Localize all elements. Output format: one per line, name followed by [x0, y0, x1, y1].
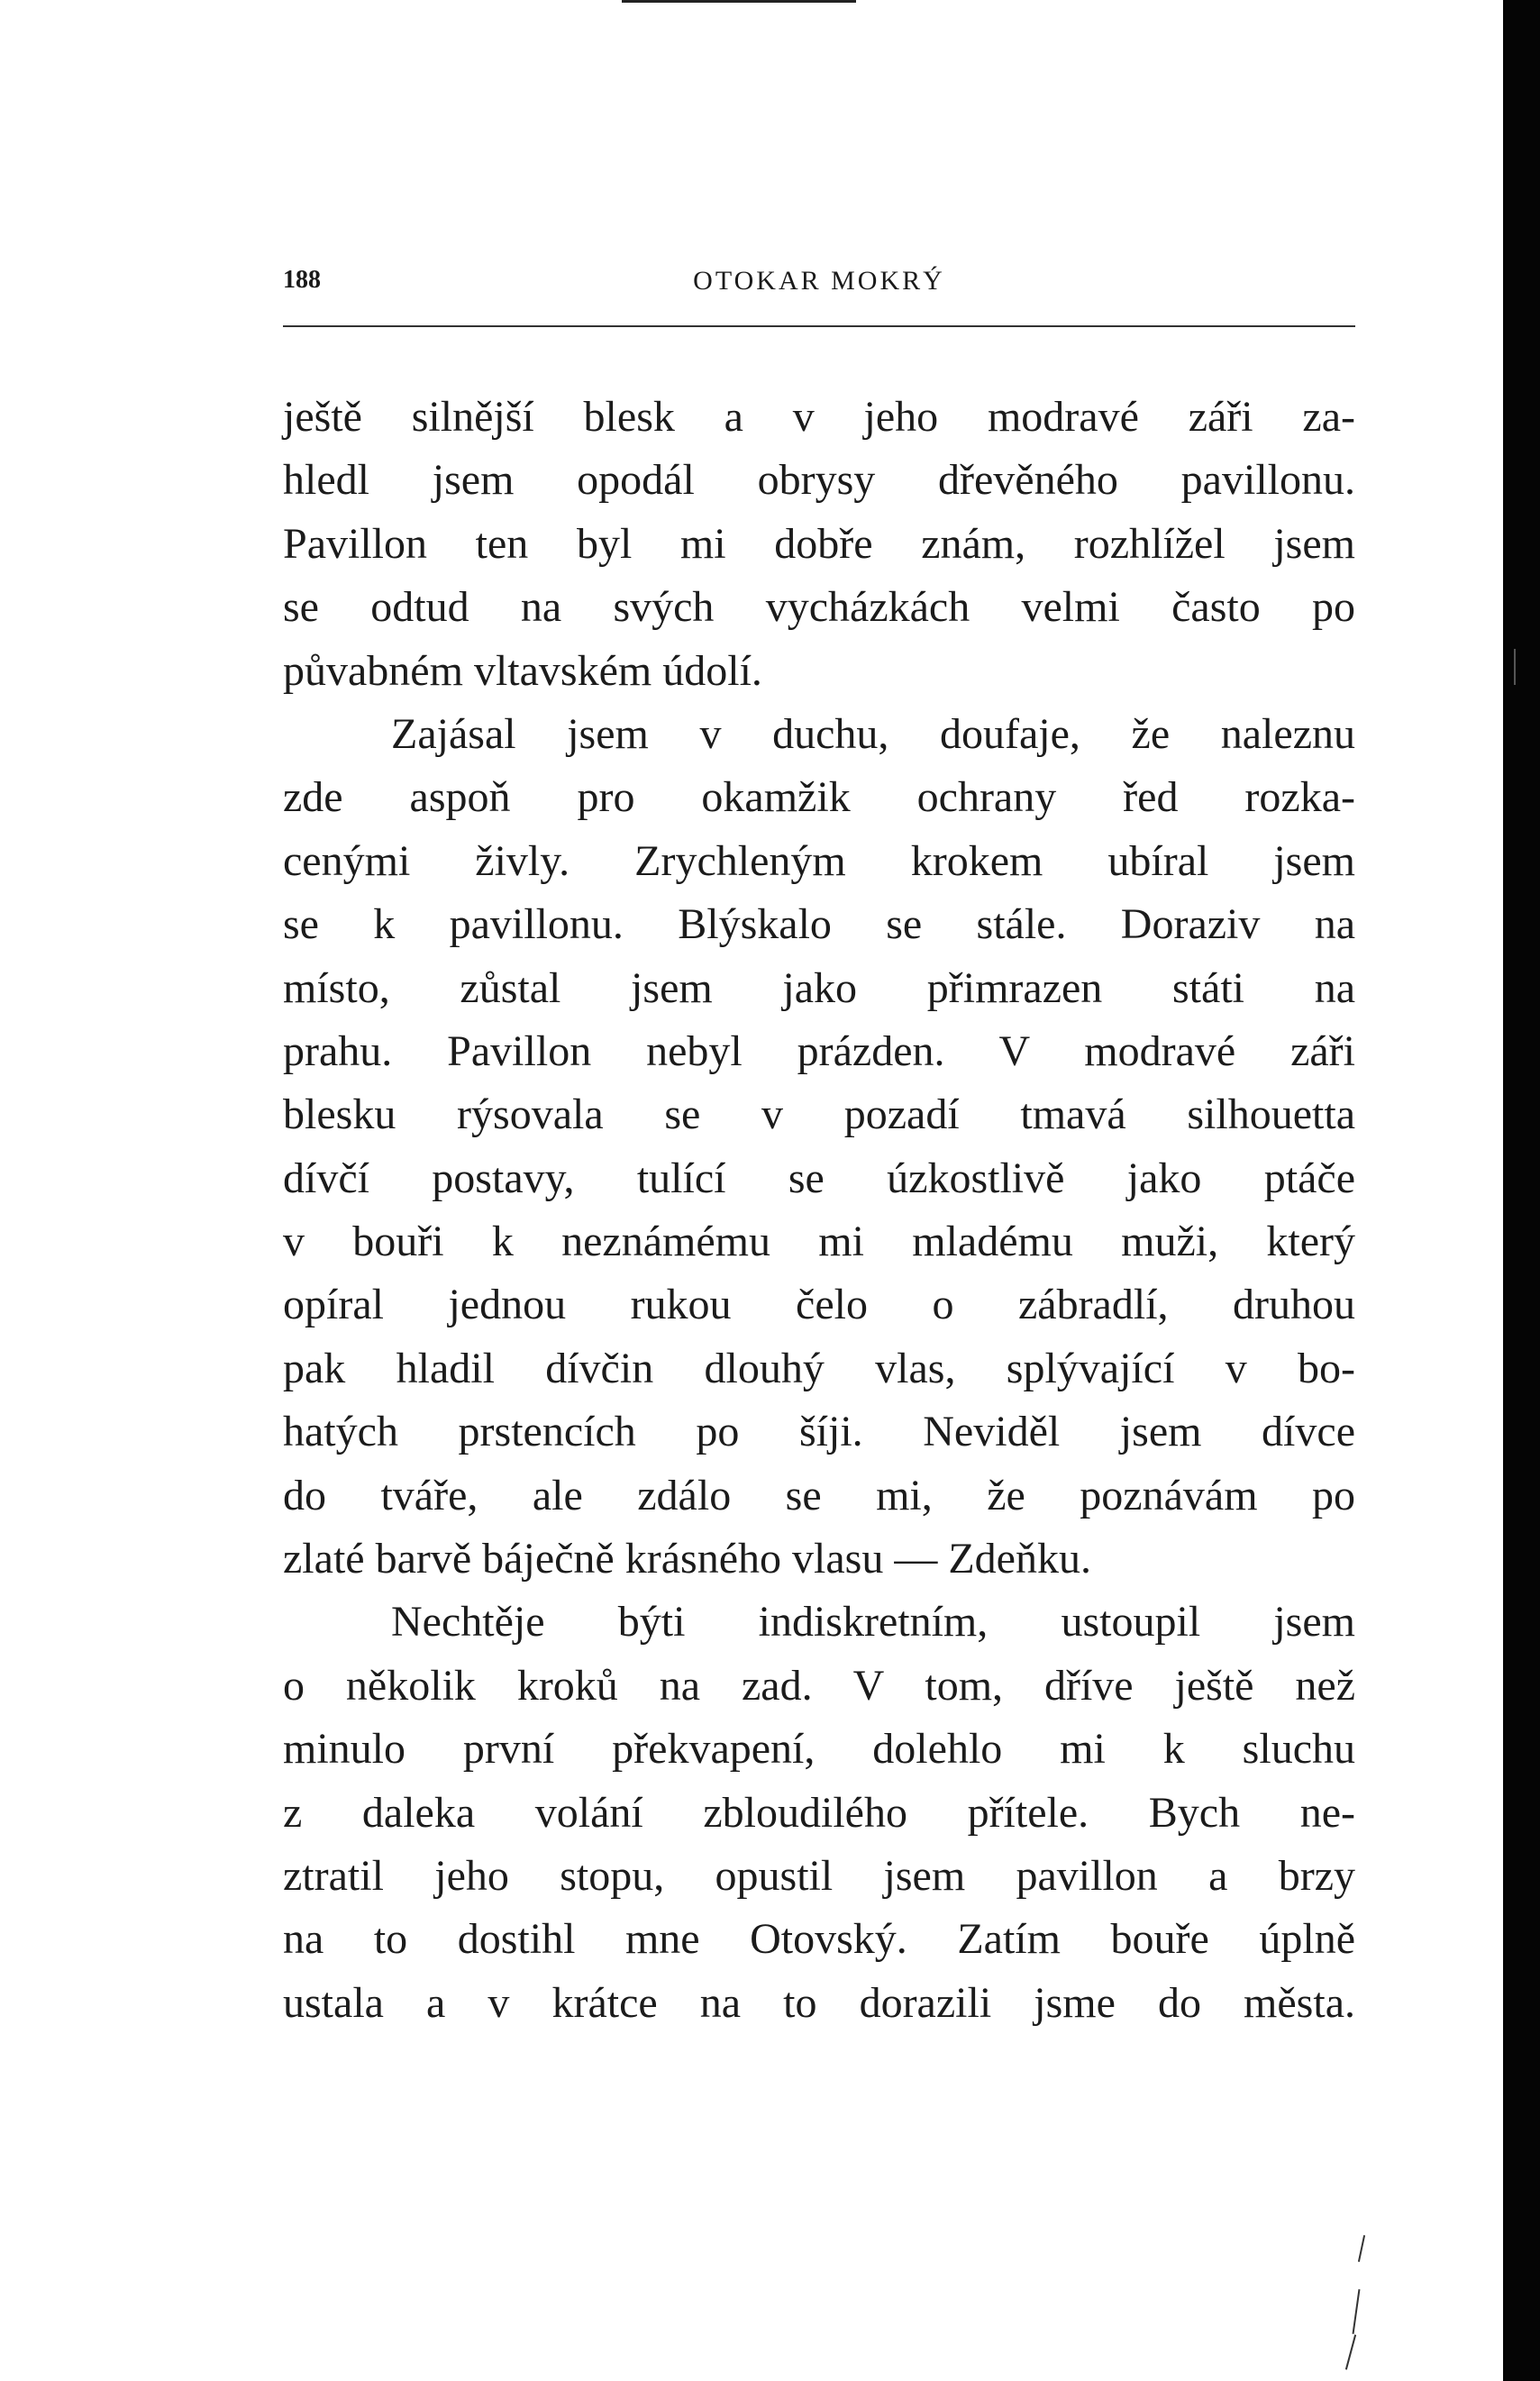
text-line: z daleka volání zbloudilého přítele. Bych ne- [283, 1788, 1355, 1837]
text-line: místo, zůstal jsem jako přimrazen státi na [283, 963, 1355, 1012]
text-line: blesku rýsovala se v pozadí tmavá silhouetta [283, 1090, 1355, 1139]
text-line: v bouři k neznámému mi mladému muži, který [283, 1218, 1355, 1266]
text-line: cenými živly. Zrychleným krokem ubíral jsem [283, 836, 1355, 885]
text-line: ještě silnější blesk a v jeho modravé záři za- [283, 393, 1355, 441]
text-line: minulo první překvapení, dolehlo mi k sluchu [283, 1725, 1355, 1774]
text-line: do tváře, ale zdálo se mi, že poznávám po [283, 1471, 1355, 1519]
text-line: zde aspoň pro okamžik ochrany řed rozka- [283, 773, 1355, 822]
text-line: se odtud na svých vycházkách velmi často po [283, 583, 1355, 632]
text-line: Nechtěje býti indiskretním, ustoupil jsem [391, 1598, 1355, 1647]
text-line: Pavillon ten byl mi dobře znám, rozhlížel jsem [283, 519, 1355, 568]
text-line: prahu. Pavillon nebyl prázden. V modravé záři [283, 1026, 1355, 1075]
text-line: hledl jsem opodál obrysy dřevěného pavillonu. [283, 456, 1355, 505]
page-number: 188 [283, 266, 321, 294]
text-line: se k pavillonu. Blýskalo se stále. Doraziv na [283, 900, 1355, 949]
edge-scratch-mark [1514, 649, 1516, 685]
page-header [283, 266, 1355, 302]
text-line: hatých prstencích po šíji. Neviděl jsem dívce [283, 1408, 1355, 1456]
text-line: půvabném vltavském údolí. [283, 646, 762, 695]
text-line: dívčí postavy, tulící se úzkostlivě jako ptáče [283, 1154, 1355, 1202]
top-edge-mark [622, 0, 856, 3]
text-line: opíral jednou rukou čelo o zábradlí, druhou [283, 1281, 1355, 1329]
running-head: OTOKAR MOKRÝ [693, 266, 945, 296]
text-line: ustala a v krátce na to dorazili jsme do města. [283, 1978, 1355, 2027]
text-line: na to dostihl mne Otovský. Zatím bouře úplně [283, 1915, 1355, 1964]
paper-scratch-marks [1343, 2235, 1379, 2370]
text-line: Zajásal jsem v duchu, doufaje, že naleznu [391, 709, 1355, 758]
scan-border-right [1503, 0, 1540, 2381]
text-line: zlaté barvě báječně krásného vlasu — Zdeňku. [283, 1535, 1091, 1583]
text-line: ztratil jeho stopu, opustil jsem pavillon a brzy [283, 1851, 1355, 1900]
text-line: o několik kroků na zad. V tom, dříve ještě než [283, 1661, 1355, 1710]
header-rule [283, 325, 1355, 327]
text-line: pak hladil dívčin dlouhý vlas, splývající v bo- [283, 1344, 1355, 1392]
body-text [283, 386, 1355, 2035]
